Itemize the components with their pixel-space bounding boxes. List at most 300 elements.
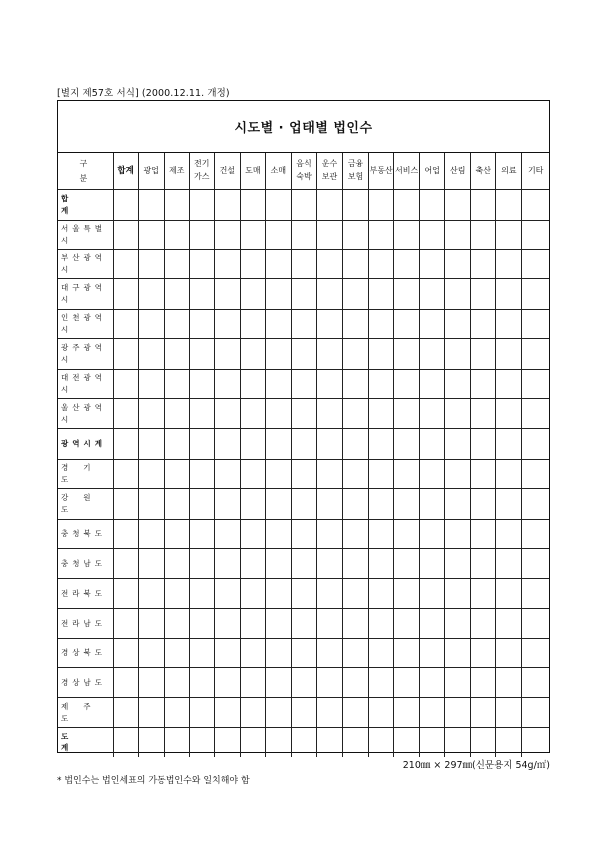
entry-cell[interactable]: [471, 698, 496, 728]
entry-cell[interactable]: [214, 489, 240, 520]
entry-cell[interactable]: [471, 429, 496, 460]
entry-cell[interactable]: [420, 221, 445, 250]
entry-cell[interactable]: [343, 728, 369, 757]
entry-cell[interactable]: [394, 489, 420, 520]
entry-cell[interactable]: [138, 668, 164, 698]
entry-cell[interactable]: [265, 609, 291, 639]
entry-cell[interactable]: [138, 460, 164, 489]
entry-cell[interactable]: [369, 279, 394, 310]
entry-cell[interactable]: [164, 520, 189, 549]
entry-cell[interactable]: [189, 370, 214, 399]
entry-cell[interactable]: [522, 339, 549, 370]
entry-cell[interactable]: [343, 429, 369, 460]
entry-cell[interactable]: [138, 399, 164, 429]
entry-cell[interactable]: [445, 460, 471, 489]
entry-cell[interactable]: [369, 489, 394, 520]
entry-cell[interactable]: [265, 399, 291, 429]
entry-cell[interactable]: [164, 460, 189, 489]
entry-cell[interactable]: [214, 190, 240, 221]
entry-cell[interactable]: [394, 190, 420, 221]
entry-cell[interactable]: [316, 609, 342, 639]
entry-cell[interactable]: [316, 429, 342, 460]
entry-cell[interactable]: [522, 221, 549, 250]
entry-cell[interactable]: [214, 520, 240, 549]
entry-cell[interactable]: [113, 668, 138, 698]
entry-cell[interactable]: [343, 399, 369, 429]
entry-cell[interactable]: [214, 549, 240, 579]
entry-cell[interactable]: [316, 339, 342, 370]
entry-cell[interactable]: [316, 250, 342, 279]
entry-cell[interactable]: [214, 460, 240, 489]
entry-cell[interactable]: [164, 609, 189, 639]
entry-cell[interactable]: [445, 489, 471, 520]
entry-cell[interactable]: [316, 520, 342, 549]
entry-cell[interactable]: [343, 250, 369, 279]
entry-cell[interactable]: [291, 698, 316, 728]
entry-cell[interactable]: [522, 460, 549, 489]
entry-cell[interactable]: [445, 549, 471, 579]
entry-cell[interactable]: [189, 460, 214, 489]
entry-cell[interactable]: [164, 579, 189, 609]
entry-cell[interactable]: [113, 339, 138, 370]
entry-cell[interactable]: [471, 190, 496, 221]
entry-cell[interactable]: [343, 609, 369, 639]
entry-cell[interactable]: [265, 728, 291, 757]
entry-cell[interactable]: [369, 579, 394, 609]
entry-cell[interactable]: [394, 728, 420, 757]
entry-cell[interactable]: [343, 370, 369, 399]
entry-cell[interactable]: [471, 310, 496, 339]
entry-cell[interactable]: [291, 549, 316, 579]
entry-cell[interactable]: [420, 429, 445, 460]
entry-cell[interactable]: [420, 250, 445, 279]
entry-cell[interactable]: [164, 279, 189, 310]
entry-cell[interactable]: [496, 520, 522, 549]
entry-cell[interactable]: [214, 698, 240, 728]
entry-cell[interactable]: [265, 221, 291, 250]
entry-cell[interactable]: [445, 429, 471, 460]
entry-cell[interactable]: [522, 520, 549, 549]
entry-cell[interactable]: [113, 609, 138, 639]
entry-cell[interactable]: [291, 279, 316, 310]
entry-cell[interactable]: [214, 639, 240, 668]
entry-cell[interactable]: [164, 698, 189, 728]
entry-cell[interactable]: [496, 460, 522, 489]
entry-cell[interactable]: [113, 310, 138, 339]
entry-cell[interactable]: [496, 370, 522, 399]
entry-cell[interactable]: [240, 520, 265, 549]
entry-cell[interactable]: [138, 339, 164, 370]
entry-cell[interactable]: [164, 399, 189, 429]
entry-cell[interactable]: [291, 460, 316, 489]
entry-cell[interactable]: [420, 609, 445, 639]
entry-cell[interactable]: [265, 489, 291, 520]
entry-cell[interactable]: [189, 668, 214, 698]
entry-cell[interactable]: [240, 460, 265, 489]
entry-cell[interactable]: [369, 370, 394, 399]
entry-cell[interactable]: [240, 221, 265, 250]
entry-cell[interactable]: [343, 190, 369, 221]
entry-cell[interactable]: [189, 279, 214, 310]
entry-cell[interactable]: [164, 668, 189, 698]
entry-cell[interactable]: [522, 399, 549, 429]
entry-cell[interactable]: [369, 549, 394, 579]
entry-cell[interactable]: [496, 429, 522, 460]
entry-cell[interactable]: [265, 310, 291, 339]
entry-cell[interactable]: [445, 698, 471, 728]
entry-cell[interactable]: [291, 370, 316, 399]
entry-cell[interactable]: [369, 429, 394, 460]
entry-cell[interactable]: [291, 728, 316, 757]
entry-cell[interactable]: [343, 460, 369, 489]
entry-cell[interactable]: [240, 728, 265, 757]
entry-cell[interactable]: [164, 639, 189, 668]
entry-cell[interactable]: [189, 190, 214, 221]
entry-cell[interactable]: [471, 279, 496, 310]
entry-cell[interactable]: [138, 520, 164, 549]
entry-cell[interactable]: [496, 221, 522, 250]
entry-cell[interactable]: [138, 310, 164, 339]
entry-cell[interactable]: [496, 250, 522, 279]
entry-cell[interactable]: [240, 250, 265, 279]
entry-cell[interactable]: [420, 520, 445, 549]
entry-cell[interactable]: [240, 399, 265, 429]
entry-cell[interactable]: [343, 221, 369, 250]
entry-cell[interactable]: [471, 520, 496, 549]
entry-cell[interactable]: [138, 579, 164, 609]
entry-cell[interactable]: [164, 339, 189, 370]
entry-cell[interactable]: [214, 221, 240, 250]
entry-cell[interactable]: [420, 489, 445, 520]
entry-cell[interactable]: [291, 399, 316, 429]
entry-cell[interactable]: [394, 549, 420, 579]
entry-cell[interactable]: [420, 460, 445, 489]
entry-cell[interactable]: [214, 399, 240, 429]
entry-cell[interactable]: [138, 221, 164, 250]
entry-cell[interactable]: [164, 549, 189, 579]
entry-cell[interactable]: [189, 728, 214, 757]
entry-cell[interactable]: [138, 489, 164, 520]
entry-cell[interactable]: [138, 728, 164, 757]
entry-cell[interactable]: [445, 250, 471, 279]
entry-cell[interactable]: [394, 639, 420, 668]
entry-cell[interactable]: [189, 639, 214, 668]
entry-cell[interactable]: [265, 339, 291, 370]
entry-cell[interactable]: [240, 579, 265, 609]
entry-cell[interactable]: [291, 310, 316, 339]
entry-cell[interactable]: [189, 339, 214, 370]
entry-cell[interactable]: [420, 549, 445, 579]
entry-cell[interactable]: [138, 279, 164, 310]
entry-cell[interactable]: [420, 579, 445, 609]
entry-cell[interactable]: [138, 250, 164, 279]
entry-cell[interactable]: [522, 489, 549, 520]
entry-cell[interactable]: [113, 520, 138, 549]
entry-cell[interactable]: [522, 279, 549, 310]
entry-cell[interactable]: [420, 370, 445, 399]
entry-cell[interactable]: [113, 250, 138, 279]
entry-cell[interactable]: [369, 310, 394, 339]
entry-cell[interactable]: [496, 279, 522, 310]
entry-cell[interactable]: [113, 370, 138, 399]
entry-cell[interactable]: [164, 489, 189, 520]
entry-cell[interactable]: [369, 221, 394, 250]
entry-cell[interactable]: [291, 489, 316, 520]
entry-cell[interactable]: [265, 549, 291, 579]
entry-cell[interactable]: [265, 639, 291, 668]
entry-cell[interactable]: [420, 190, 445, 221]
entry-cell[interactable]: [189, 221, 214, 250]
entry-cell[interactable]: [316, 370, 342, 399]
entry-cell[interactable]: [343, 520, 369, 549]
entry-cell[interactable]: [420, 399, 445, 429]
entry-cell[interactable]: [138, 370, 164, 399]
entry-cell[interactable]: [164, 429, 189, 460]
entry-cell[interactable]: [471, 728, 496, 757]
entry-cell[interactable]: [240, 698, 265, 728]
entry-cell[interactable]: [189, 489, 214, 520]
entry-cell[interactable]: [522, 579, 549, 609]
entry-cell[interactable]: [343, 279, 369, 310]
entry-cell[interactable]: [394, 279, 420, 310]
entry-cell[interactable]: [394, 221, 420, 250]
entry-cell[interactable]: [291, 429, 316, 460]
entry-cell[interactable]: [240, 370, 265, 399]
entry-cell[interactable]: [164, 370, 189, 399]
entry-cell[interactable]: [113, 460, 138, 489]
entry-cell[interactable]: [445, 399, 471, 429]
entry-cell[interactable]: [496, 399, 522, 429]
entry-cell[interactable]: [316, 221, 342, 250]
entry-cell[interactable]: [291, 668, 316, 698]
entry-cell[interactable]: [522, 370, 549, 399]
entry-cell[interactable]: [113, 279, 138, 310]
entry-cell[interactable]: [369, 728, 394, 757]
entry-cell[interactable]: [189, 549, 214, 579]
entry-cell[interactable]: [522, 728, 549, 757]
entry-cell[interactable]: [138, 549, 164, 579]
entry-cell[interactable]: [189, 250, 214, 279]
entry-cell[interactable]: [343, 489, 369, 520]
entry-cell[interactable]: [214, 429, 240, 460]
entry-cell[interactable]: [343, 579, 369, 609]
entry-cell[interactable]: [496, 668, 522, 698]
entry-cell[interactable]: [316, 728, 342, 757]
entry-cell[interactable]: [316, 279, 342, 310]
entry-cell[interactable]: [113, 399, 138, 429]
entry-cell[interactable]: [471, 250, 496, 279]
entry-cell[interactable]: [138, 609, 164, 639]
entry-cell[interactable]: [316, 579, 342, 609]
entry-cell[interactable]: [471, 489, 496, 520]
entry-cell[interactable]: [471, 579, 496, 609]
entry-cell[interactable]: [291, 190, 316, 221]
entry-cell[interactable]: [265, 698, 291, 728]
entry-cell[interactable]: [214, 728, 240, 757]
entry-cell[interactable]: [265, 579, 291, 609]
entry-cell[interactable]: [369, 639, 394, 668]
entry-cell[interactable]: [214, 250, 240, 279]
entry-cell[interactable]: [420, 698, 445, 728]
entry-cell[interactable]: [471, 221, 496, 250]
entry-cell[interactable]: [240, 668, 265, 698]
entry-cell[interactable]: [394, 668, 420, 698]
entry-cell[interactable]: [316, 698, 342, 728]
entry-cell[interactable]: [265, 460, 291, 489]
entry-cell[interactable]: [522, 429, 549, 460]
entry-cell[interactable]: [113, 549, 138, 579]
entry-cell[interactable]: [369, 339, 394, 370]
entry-cell[interactable]: [445, 668, 471, 698]
entry-cell[interactable]: [471, 370, 496, 399]
entry-cell[interactable]: [496, 190, 522, 221]
entry-cell[interactable]: [265, 429, 291, 460]
entry-cell[interactable]: [496, 639, 522, 668]
entry-cell[interactable]: [496, 310, 522, 339]
entry-cell[interactable]: [189, 609, 214, 639]
entry-cell[interactable]: [420, 339, 445, 370]
entry-cell[interactable]: [522, 310, 549, 339]
entry-cell[interactable]: [240, 279, 265, 310]
entry-cell[interactable]: [522, 698, 549, 728]
entry-cell[interactable]: [420, 279, 445, 310]
entry-cell[interactable]: [189, 310, 214, 339]
entry-cell[interactable]: [291, 520, 316, 549]
entry-cell[interactable]: [420, 728, 445, 757]
entry-cell[interactable]: [189, 399, 214, 429]
entry-cell[interactable]: [445, 579, 471, 609]
entry-cell[interactable]: [343, 668, 369, 698]
entry-cell[interactable]: [316, 668, 342, 698]
entry-cell[interactable]: [496, 579, 522, 609]
entry-cell[interactable]: [394, 310, 420, 339]
entry-cell[interactable]: [240, 489, 265, 520]
entry-cell[interactable]: [445, 279, 471, 310]
entry-cell[interactable]: [394, 370, 420, 399]
entry-cell[interactable]: [138, 698, 164, 728]
entry-cell[interactable]: [420, 310, 445, 339]
entry-cell[interactable]: [369, 609, 394, 639]
entry-cell[interactable]: [522, 668, 549, 698]
entry-cell[interactable]: [445, 310, 471, 339]
entry-cell[interactable]: [316, 489, 342, 520]
entry-cell[interactable]: [291, 339, 316, 370]
entry-cell[interactable]: [343, 339, 369, 370]
entry-cell[interactable]: [394, 399, 420, 429]
entry-cell[interactable]: [445, 728, 471, 757]
entry-cell[interactable]: [496, 339, 522, 370]
entry-cell[interactable]: [369, 698, 394, 728]
entry-cell[interactable]: [496, 698, 522, 728]
entry-cell[interactable]: [113, 489, 138, 520]
entry-cell[interactable]: [369, 190, 394, 221]
entry-cell[interactable]: [316, 399, 342, 429]
entry-cell[interactable]: [164, 250, 189, 279]
entry-cell[interactable]: [291, 579, 316, 609]
entry-cell[interactable]: [214, 370, 240, 399]
entry-cell[interactable]: [189, 429, 214, 460]
entry-cell[interactable]: [394, 339, 420, 370]
entry-cell[interactable]: [522, 250, 549, 279]
entry-cell[interactable]: [496, 489, 522, 520]
entry-cell[interactable]: [369, 250, 394, 279]
entry-cell[interactable]: [369, 460, 394, 489]
entry-cell[interactable]: [369, 520, 394, 549]
entry-cell[interactable]: [138, 429, 164, 460]
entry-cell[interactable]: [316, 639, 342, 668]
entry-cell[interactable]: [240, 429, 265, 460]
entry-cell[interactable]: [445, 221, 471, 250]
entry-cell[interactable]: [214, 310, 240, 339]
entry-cell[interactable]: [113, 221, 138, 250]
entry-cell[interactable]: [445, 190, 471, 221]
entry-cell[interactable]: [113, 579, 138, 609]
entry-cell[interactable]: [164, 728, 189, 757]
entry-cell[interactable]: [189, 698, 214, 728]
entry-cell[interactable]: [316, 460, 342, 489]
entry-cell[interactable]: [189, 579, 214, 609]
entry-cell[interactable]: [471, 339, 496, 370]
entry-cell[interactable]: [445, 339, 471, 370]
entry-cell[interactable]: [316, 549, 342, 579]
entry-cell[interactable]: [369, 668, 394, 698]
entry-cell[interactable]: [316, 310, 342, 339]
entry-cell[interactable]: [240, 190, 265, 221]
entry-cell[interactable]: [471, 609, 496, 639]
entry-cell[interactable]: [343, 549, 369, 579]
entry-cell[interactable]: [445, 639, 471, 668]
entry-cell[interactable]: [113, 429, 138, 460]
entry-cell[interactable]: [445, 520, 471, 549]
entry-cell[interactable]: [471, 399, 496, 429]
entry-cell[interactable]: [214, 609, 240, 639]
entry-cell[interactable]: [420, 668, 445, 698]
entry-cell[interactable]: [343, 310, 369, 339]
entry-cell[interactable]: [394, 698, 420, 728]
entry-cell[interactable]: [369, 399, 394, 429]
entry-cell[interactable]: [265, 520, 291, 549]
entry-cell[interactable]: [291, 609, 316, 639]
entry-cell[interactable]: [394, 520, 420, 549]
entry-cell[interactable]: [214, 668, 240, 698]
entry-cell[interactable]: [291, 639, 316, 668]
entry-cell[interactable]: [343, 639, 369, 668]
entry-cell[interactable]: [240, 609, 265, 639]
entry-cell[interactable]: [394, 429, 420, 460]
entry-cell[interactable]: [240, 339, 265, 370]
entry-cell[interactable]: [189, 520, 214, 549]
entry-cell[interactable]: [265, 279, 291, 310]
entry-cell[interactable]: [138, 190, 164, 221]
entry-cell[interactable]: [445, 609, 471, 639]
entry-cell[interactable]: [522, 190, 549, 221]
entry-cell[interactable]: [164, 190, 189, 221]
entry-cell[interactable]: [113, 698, 138, 728]
entry-cell[interactable]: [420, 639, 445, 668]
entry-cell[interactable]: [394, 250, 420, 279]
entry-cell[interactable]: [496, 609, 522, 639]
entry-cell[interactable]: [471, 639, 496, 668]
entry-cell[interactable]: [265, 668, 291, 698]
entry-cell[interactable]: [265, 250, 291, 279]
entry-cell[interactable]: [240, 549, 265, 579]
entry-cell[interactable]: [316, 190, 342, 221]
entry-cell[interactable]: [394, 579, 420, 609]
entry-cell[interactable]: [265, 190, 291, 221]
entry-cell[interactable]: [471, 460, 496, 489]
entry-cell[interactable]: [138, 639, 164, 668]
entry-cell[interactable]: [394, 609, 420, 639]
